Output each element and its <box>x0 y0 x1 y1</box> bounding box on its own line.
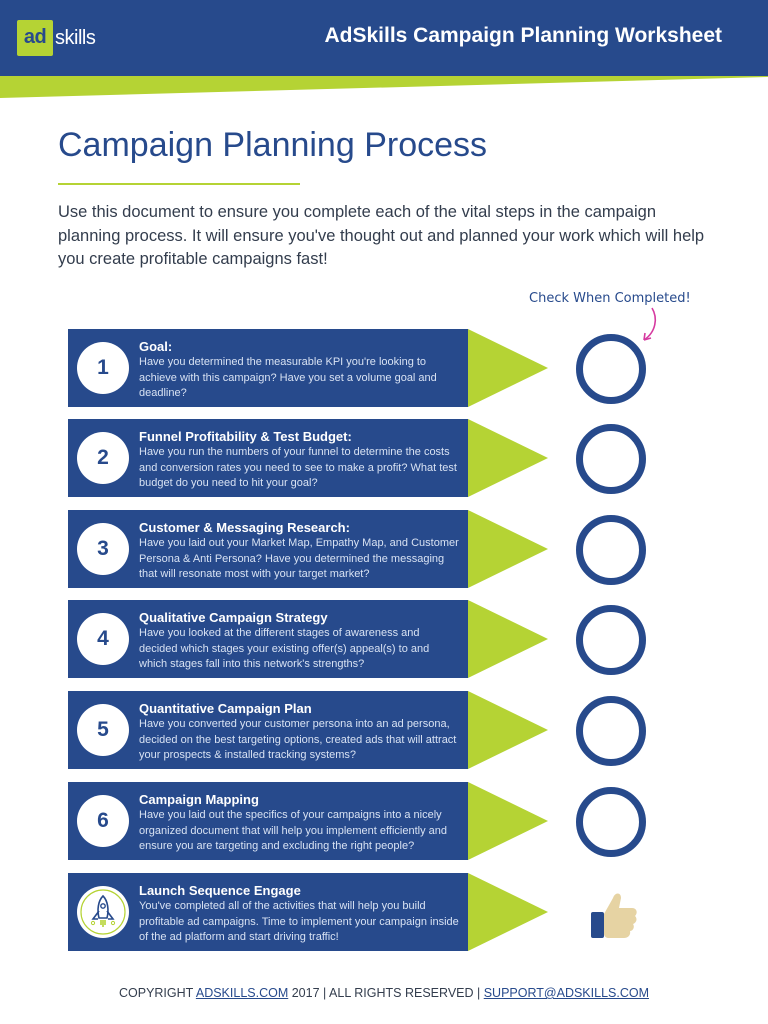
logo-ad-text: ad <box>23 25 47 48</box>
step-2-checkbox[interactable] <box>576 424 646 494</box>
step-number-badge: 6 <box>77 795 129 847</box>
step-title: Launch Sequence Engage <box>139 883 301 898</box>
intro-paragraph: Use this document to ensure you complete each of the vital steps in the campaign planning process. It will ensure you've thought out and planned your work which will help you create profitable campaigns fast! <box>58 203 705 268</box>
step-6-checkbox[interactable] <box>576 787 646 857</box>
step-description: Have you converted your customer persona into an ad persona, decided on the best targeting options, created ads that will attract your prospects & installed tracking systems? <box>139 718 457 761</box>
curved-arrow-icon <box>638 306 662 346</box>
header-title: AdSkills Campaign Planning Worksheet <box>324 24 722 47</box>
step-3-checkbox[interactable] <box>576 515 646 585</box>
step-title: Qualitative Campaign Strategy <box>139 610 328 625</box>
rocket-icon <box>77 886 129 938</box>
step-1-arrow <box>468 329 548 407</box>
step-description: Have you determined the measurable KPI you're looking to achieve with this campaign? Have you set a volume goal and deadline? <box>139 356 437 399</box>
footer-copyright: COPYRIGHT <box>118 986 196 1000</box>
step-4-checkbox[interactable] <box>576 605 646 675</box>
step-title: Customer & Messaging Research: <box>139 520 350 535</box>
step-title: Funnel Profitability & Test Budget: <box>139 429 352 444</box>
step-description: Have you laid out the specifics of your campaigns into a nicely organized document that will help you implement efficiently and ensure you are targeting and excluding the right people? <box>139 809 447 852</box>
step-6-panel <box>68 782 468 860</box>
step-3-arrow <box>468 510 548 588</box>
footer-rights: 2017 | ALL RIGHTS RESERVED | <box>288 986 484 1000</box>
launch-step-panel <box>68 873 468 951</box>
step-1-checkbox[interactable] <box>576 334 646 404</box>
footer <box>0 986 768 1000</box>
support-email-link[interactable]: SUPPORT@ADSKILLS.COM <box>483 986 649 1000</box>
launch-step-arrow <box>468 873 548 951</box>
adskills-logo[interactable] <box>17 19 95 57</box>
step-description: Have you run the numbers of your funnel to determine the costs and conversion rates you need to see to make a profit? What test budget do you need to hit your goal? <box>139 446 457 489</box>
step-4-panel <box>68 600 468 678</box>
step-title: Campaign Mapping <box>139 792 259 807</box>
step-number-badge: 4 <box>77 613 129 665</box>
step-5-arrow <box>468 691 548 769</box>
step-description: Have you laid out your Market Map, Empathy Map, and Customer Persona & Anti Persona? Have you determined the messaging that will resonate most with your target market? <box>139 537 459 580</box>
step-title: Goal: <box>139 339 173 354</box>
page-title: Campaign Planning Process <box>58 126 488 164</box>
step-5-panel <box>68 691 468 769</box>
step-2-arrow <box>468 419 548 497</box>
check-when-completed-note: Check When Completed! <box>529 291 691 306</box>
step-6-arrow <box>468 782 548 860</box>
step-description: You've completed all of the activities that will help you build profitable ad campaigns. Time to implement your campaign inside of the ad platform and start driving traffic! <box>139 900 459 943</box>
header-bar <box>0 0 768 76</box>
step-title: Quantitative Campaign Plan <box>139 701 312 716</box>
step-1-panel <box>68 329 468 407</box>
logo-skills-text: skills <box>55 26 96 49</box>
step-number-badge: 2 <box>77 432 129 484</box>
step-description: Have you looked at the different stages of awareness and decided which stages your existing offer(s) appeal(s) to and which stages fall into this network's strengths? <box>139 627 430 670</box>
adskills-link[interactable]: ADSKILLS.COM <box>195 986 289 1000</box>
header-accent-stripe <box>0 76 768 98</box>
step-2-panel <box>68 419 468 497</box>
step-3-panel <box>68 510 468 588</box>
step-4-arrow <box>468 600 548 678</box>
thumbs-up-icon <box>588 886 638 942</box>
title-divider <box>58 183 300 185</box>
step-number-badge: 5 <box>77 704 129 756</box>
step-number-badge: 1 <box>77 342 129 394</box>
logo-mark <box>17 20 53 56</box>
step-number-badge: 3 <box>77 523 129 575</box>
step-5-checkbox[interactable] <box>576 696 646 766</box>
